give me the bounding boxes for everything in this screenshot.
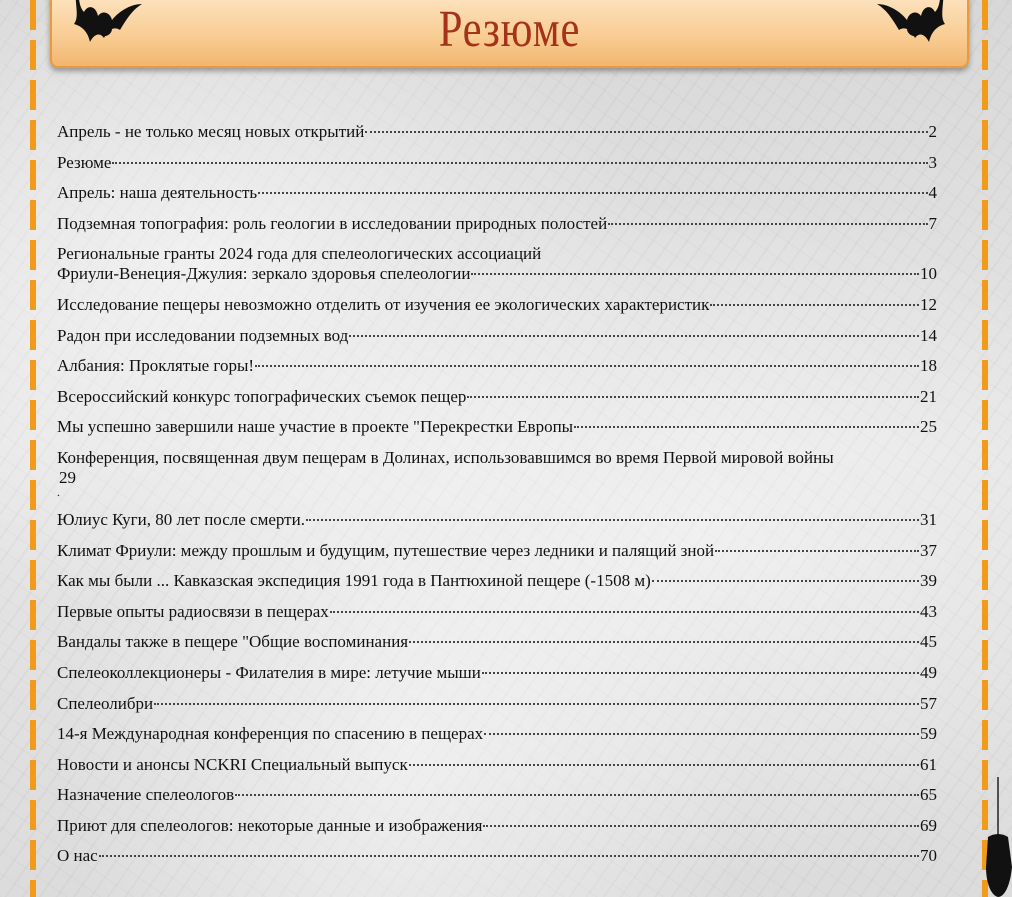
toc-entry-page: 29 [59, 467, 76, 487]
toc-entry-title: Спелеоколлекционеры - Филателия в мире: летучие мыши [57, 662, 481, 682]
toc-entry-title: Радон при исследовании подземных вод [57, 325, 349, 345]
dot-leader [154, 703, 919, 705]
toc-entry-title: Юлиус Куги, 80 лет после смерти. [57, 509, 305, 529]
toc-entry-page: 25 [920, 417, 937, 437]
toc-entry-page: 43 [920, 601, 937, 621]
dot-leader [482, 672, 919, 674]
toc-entry-page: 10 [920, 264, 937, 284]
dot-leader [471, 273, 919, 275]
toc-entry[interactable] [57, 417, 937, 437]
dot-leader [349, 335, 919, 337]
toc-entry-title: Первые опыты радиосвязи в пещерах [57, 601, 329, 621]
toc-entry[interactable] [57, 356, 937, 376]
toc-entry-title: Мы успешно завершили наше участие в проекте "Перекрестки Европы [57, 417, 574, 437]
toc-entry[interactable] [57, 510, 937, 530]
toc-entry-title: Спелеолибри [57, 693, 154, 713]
toc-entry-page: 57 [920, 693, 937, 713]
toc-entry-page: 12 [920, 294, 937, 314]
toc-entry[interactable] [57, 387, 937, 407]
toc-entry[interactable] [57, 448, 937, 508]
toc-entry-page: 14 [920, 325, 937, 345]
toc-entry[interactable] [57, 602, 937, 622]
toc-entry-title: Албания: Проклятые горы! [57, 356, 255, 376]
dot-leader [715, 550, 919, 552]
toc-entry[interactable] [57, 663, 937, 683]
stray-period: . [57, 484, 60, 499]
toc-entry[interactable] [57, 724, 937, 744]
toc-entry-title: Как мы были ... Кавказская экспедиция 1991 года в Пантюхиной пещере (-1508 м) [57, 571, 651, 591]
title-banner [50, 0, 969, 68]
toc-entry[interactable] [57, 295, 937, 315]
toc-entry[interactable] [57, 541, 937, 561]
toc-entry-title: Подземная топография: роль геологии в исследовании природных полостей [57, 213, 608, 233]
toc-entry-page: 65 [920, 785, 937, 805]
toc-entry-title: Климат Фриули: между прошлым и будущим, путешествие через ледники и палящий зной [57, 540, 715, 560]
toc-entry-title: Назначение спелеологов [57, 785, 235, 805]
toc-entry-page: 59 [920, 724, 937, 744]
dot-leader [652, 580, 919, 582]
toc-entry[interactable] [57, 571, 937, 591]
toc-entry[interactable] [57, 122, 937, 142]
toc-entry-page: 69 [920, 815, 937, 835]
toc-entry-title: Апрель: наша деятельность [57, 183, 258, 203]
page-title: Резюме [438, 1, 581, 58]
toc-entry-title: Резюме [57, 152, 112, 172]
dot-leader [574, 426, 919, 428]
dot-leader [306, 519, 919, 521]
toc-entry-title: Апрель - не только месяц новых открытий [57, 122, 365, 141]
toc-entry-page: 37 [920, 540, 937, 560]
toc-entry[interactable] [57, 785, 937, 805]
toc-entry-page: 70 [920, 846, 937, 866]
toc-entry[interactable] [57, 694, 937, 714]
toc-entry[interactable] [57, 326, 937, 346]
bat-icon [875, 0, 949, 48]
toc-entry-title: 14-я Международная конференция по спасению в пещерах [57, 724, 484, 744]
dot-leader [330, 611, 919, 613]
toc-entry-page: 31 [920, 509, 937, 529]
toc-entry[interactable] [57, 153, 937, 173]
toc-entry-page: 61 [920, 754, 937, 774]
dot-leader [608, 223, 927, 225]
toc-entry-page: 39 [920, 571, 937, 591]
toc-entry[interactable] [57, 183, 937, 203]
dot-leader [99, 855, 919, 857]
dot-leader [409, 641, 919, 643]
toc-entry-title: Вандалы также в пещере "Общие воспоминания [57, 632, 409, 652]
toc-entry[interactable] [57, 755, 937, 775]
toc-entry-page: 45 [920, 632, 937, 652]
toc-entry[interactable] [57, 214, 937, 234]
toc-entry-page: 3 [928, 152, 937, 172]
toc-entry-title: Новости и анонсы NCKRI Специальный выпуск [57, 754, 408, 774]
dot-leader [710, 304, 919, 306]
toc-entry-title: О нас [57, 846, 98, 866]
toc-entry-page: 4 [928, 183, 937, 203]
toc-entry-title-line1: Региональные гранты 2024 года для спелеологических ассоциаций [57, 244, 542, 264]
toc-entry-page: 18 [920, 356, 937, 376]
toc-entry[interactable] [57, 632, 937, 652]
dot-leader [483, 825, 919, 827]
toc-entry-title: Приют для спелеологов: некоторые данные и изображения [57, 815, 483, 835]
toc-entry[interactable] [57, 816, 937, 836]
bat-icon [70, 0, 144, 48]
hanging-bat-icon [984, 777, 1012, 897]
right-dashed-border [982, 0, 988, 897]
dot-leader [467, 396, 919, 398]
dot-leader [258, 192, 927, 194]
toc-entry-page: 2 [928, 122, 937, 141]
toc-entry[interactable] [57, 846, 937, 866]
dot-leader [365, 131, 927, 133]
toc-entry-page: 21 [920, 386, 937, 406]
toc-entry-page: 49 [920, 662, 937, 682]
dot-leader [484, 733, 919, 735]
toc-entry-title-line1: Конференция, посвященная двум пещерам в Долинах, использовавшимся во время Первой мировой войны [57, 447, 834, 467]
dot-leader [112, 162, 927, 164]
left-dashed-border [30, 0, 36, 897]
toc-entry-title: Всероссийский конкурс топографических съемок пещер [57, 386, 467, 406]
toc-entry-title: Исследование пещеры невозможно отделить от изучения ее экологических характеристик [57, 294, 710, 314]
dot-leader [255, 365, 919, 367]
dot-leader [235, 794, 919, 796]
table-of-contents [57, 122, 937, 877]
dot-leader [409, 764, 919, 766]
toc-entry[interactable] [57, 244, 937, 284]
toc-entry-title: Фриули-Венеция-Джулия: зеркало здоровья спелеологии [57, 264, 471, 284]
toc-entry-page: 7 [928, 213, 937, 233]
